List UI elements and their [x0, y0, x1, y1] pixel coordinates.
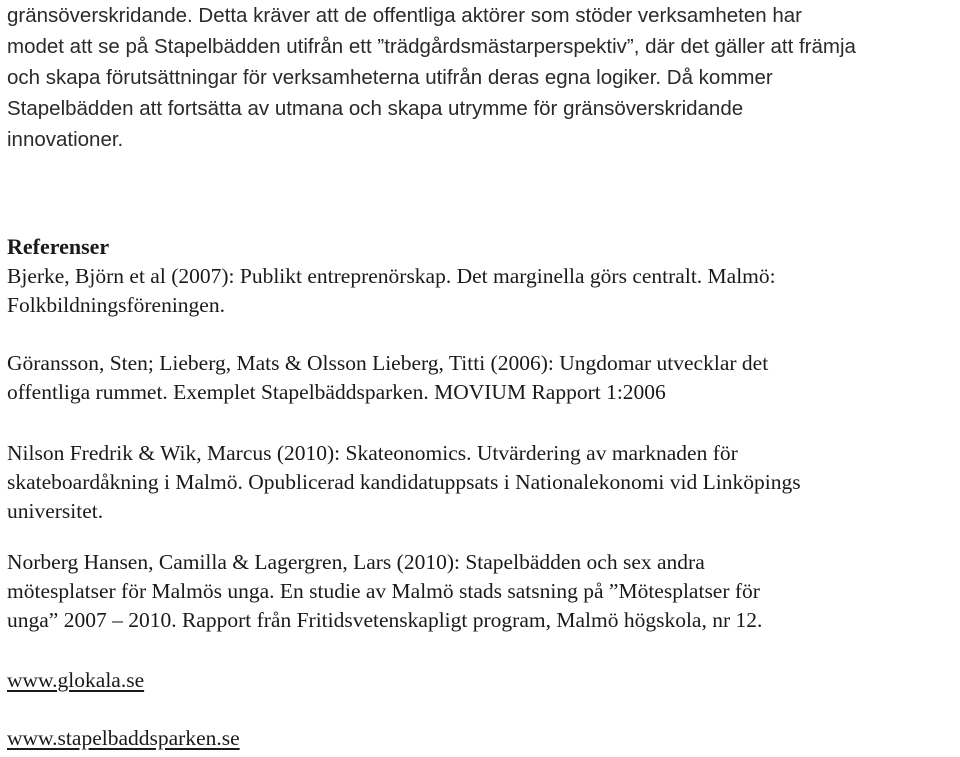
- intro-line: modet att se på Stapelbädden utifrån ett ”trädgårdsmästarperspektiv”, där det gäller att främja: [7, 35, 856, 58]
- reference-entry: [7, 548, 957, 635]
- reference-line: unga” 2007 – 2010. Rapport från Fritidsvetenskapligt program, Malmö högskola, nr 12.: [7, 608, 763, 632]
- reference-line: mötesplatser för Malmös unga. En studie av Malmö stads satsning på ”Mötesplatser för: [7, 579, 760, 603]
- references-heading: Referenser: [7, 234, 110, 259]
- reference-line: universitet.: [7, 499, 104, 523]
- reference-entry: [7, 439, 957, 526]
- link-stapelbaddsparken[interactable]: www.stapelbaddsparken.se: [7, 726, 240, 750]
- link-glokala[interactable]: www.glokala.se: [7, 668, 145, 692]
- reference-line: Norberg Hansen, Camilla & Lagergren, Lars (2010): Stapelbädden och sex andra: [7, 550, 705, 574]
- reference-line: Folkbildningsföreningen.: [7, 293, 225, 317]
- intro-line: Stapelbädden att fortsätta av utmana och skapa utrymme för gränsöverskridande: [7, 97, 744, 120]
- reference-line: Bjerke, Björn et al (2007): Publikt entreprenörskap. Det marginella görs centralt. Malmö:: [7, 264, 776, 288]
- intro-line: gränsöverskridande. Detta kräver att de offentliga aktörer som stöder verksamheten har: [7, 4, 802, 27]
- reference-entry: [7, 349, 957, 407]
- reference-entry: [7, 262, 957, 320]
- intro-line: innovationer.: [7, 128, 124, 151]
- intro-paragraph: [7, 0, 957, 155]
- reference-line: skateboardåkning i Malmö. Opublicerad kandidatuppsats i Nationalekonomi vid Linköpings: [7, 470, 801, 494]
- reference-line: Nilson Fredrik & Wik, Marcus (2010): Skateonomics. Utvärdering av marknaden för: [7, 441, 738, 465]
- reference-line: Göransson, Sten; Lieberg, Mats & Olsson Lieberg, Titti (2006): Ungdomar utvecklar det: [7, 351, 769, 375]
- reference-line: offentliga rummet. Exemplet Stapelbäddsparken. MOVIUM Rapport 1:2006: [7, 380, 666, 404]
- intro-line: och skapa förutsättningar för verksamheterna utifrån deras egna logiker. Då kommer: [7, 66, 773, 89]
